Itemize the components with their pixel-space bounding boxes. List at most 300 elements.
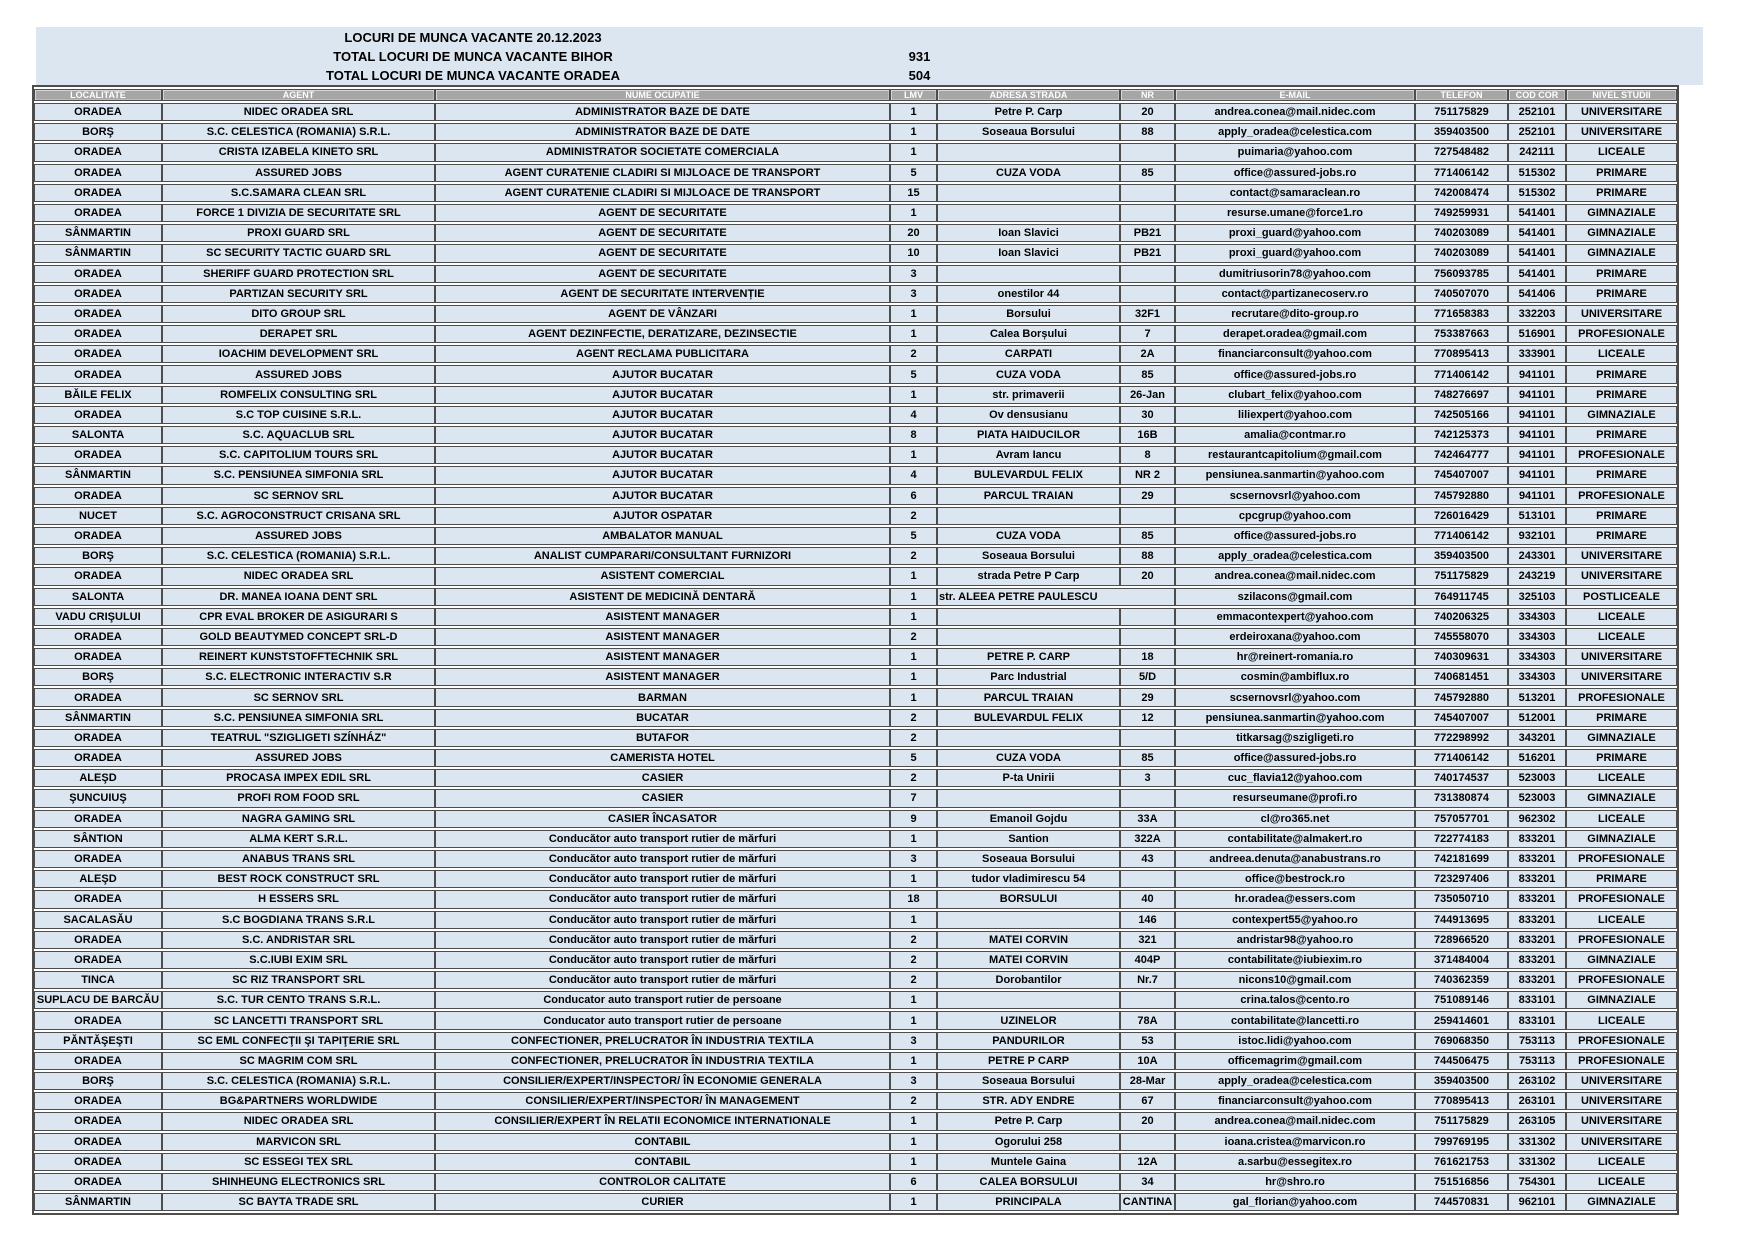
cell-cod-cor: 753113 [1508, 1052, 1566, 1070]
cell-telefon: 745407007 [1415, 466, 1508, 484]
cell-agent: SHERIFF GUARD PROTECTION SRL [162, 265, 435, 283]
cell-localitate: ORADEA [34, 951, 162, 969]
cell-localitate: BORŞ [34, 547, 162, 565]
cell-adresa-strada: CARPATI [937, 345, 1120, 363]
column-header-agent: AGENT [162, 89, 435, 101]
cell-nume-ocupatie: CONTABIL [435, 1133, 890, 1151]
cell-nr: PB21 [1120, 224, 1175, 242]
cell-agent: SC ESSEGI TEX SRL [162, 1153, 435, 1171]
cell-cod-cor: 932101 [1508, 527, 1566, 545]
report-title: LOCURI DE MUNCA VACANTE 20.12.2023 [344, 30, 602, 45]
vacancies-table [32, 85, 1679, 1215]
cell-adresa-strada [937, 911, 1120, 929]
cell-nume-ocupatie: Conducator auto transport rutier de persoane [435, 1011, 890, 1029]
cell-nume-ocupatie: ANALIST CUMPARARI/CONSULTANT FURNIZORI [435, 547, 890, 565]
cell-agent: SC SERNOV SRL [162, 487, 435, 505]
cell-agent: S.C. TUR CENTO TRANS S.R.L. [162, 991, 435, 1009]
cell-lmv: 1 [890, 123, 937, 141]
cell-telefon: 771658383 [1415, 305, 1508, 323]
cell-nivel-studii: PRIMARE [1566, 285, 1677, 303]
cell-lmv: 18 [890, 890, 937, 908]
cell-telefon: 723297406 [1415, 870, 1508, 888]
cell-localitate: ORADEA [34, 1173, 162, 1191]
cell-lmv: 1 [890, 1193, 937, 1211]
cell-nume-ocupatie: ASISTENT MANAGER [435, 668, 890, 686]
cell-cod-cor: 334303 [1508, 668, 1566, 686]
table-row [34, 285, 1677, 303]
cell-telefon: 742464777 [1415, 446, 1508, 464]
cell-agent: PROFI ROM FOOD SRL [162, 789, 435, 807]
cell-adresa-strada: Soseaua Borsului [937, 547, 1120, 565]
cell-cod-cor: 332203 [1508, 305, 1566, 323]
cell-localitate: ORADEA [34, 345, 162, 363]
table-row [34, 1011, 1677, 1029]
cell-nivel-studii: GIMNAZIALE [1566, 244, 1677, 262]
cell-lmv: 8 [890, 426, 937, 444]
cell-telefon: 742008474 [1415, 184, 1508, 202]
cell-lmv: 1 [890, 991, 937, 1009]
cell-telefon: 771406142 [1415, 365, 1508, 383]
cell-nivel-studii: GIMNAZIALE [1566, 406, 1677, 424]
total-bihor-label: TOTAL LOCURI DE MUNCA VACANTE BIHOR [333, 49, 613, 64]
table-row [34, 325, 1677, 343]
cell-telefon: 756093785 [1415, 265, 1508, 283]
cell-lmv: 1 [890, 668, 937, 686]
table-row [34, 729, 1677, 747]
cell-nr [1120, 204, 1175, 222]
cell-e-mail: cpcgrup@yahoo.com [1175, 507, 1415, 525]
total-oradea-value: 504 [908, 68, 931, 83]
cell-nume-ocupatie: Conducător auto transport rutier de mărfuri [435, 890, 890, 908]
cell-adresa-strada: PARCUL TRAIAN [937, 688, 1120, 706]
table-row [34, 688, 1677, 706]
cell-e-mail: apply_oradea@celestica.com [1175, 123, 1415, 141]
cell-localitate: NUCET [34, 507, 162, 525]
cell-lmv: 1 [890, 1133, 937, 1151]
cell-lmv: 2 [890, 1092, 937, 1110]
table-row [34, 870, 1677, 888]
cell-cod-cor: 833201 [1508, 830, 1566, 848]
cell-agent: SC SECURITY TACTIC GUARD SRL [162, 244, 435, 262]
cell-e-mail: restaurantcapitolium@gmail.com [1175, 446, 1415, 464]
cell-nivel-studii: PROFESIONALE [1566, 850, 1677, 868]
cell-lmv: 3 [890, 285, 937, 303]
cell-cod-cor: 541401 [1508, 265, 1566, 283]
cell-nume-ocupatie: AJUTOR BUCATAR [435, 426, 890, 444]
cell-e-mail: ioana.cristea@marvicon.ro [1175, 1133, 1415, 1151]
cell-cod-cor: 331302 [1508, 1153, 1566, 1171]
cell-cod-cor: 516901 [1508, 325, 1566, 343]
cell-localitate: SÂNMARTIN [34, 466, 162, 484]
cell-nume-ocupatie: AMBALATOR MANUAL [435, 527, 890, 545]
cell-nivel-studii: PROFESIONALE [1566, 325, 1677, 343]
table-row [34, 1173, 1677, 1191]
cell-nr: 146 [1120, 911, 1175, 929]
cell-nume-ocupatie: CURIER [435, 1193, 890, 1211]
cell-e-mail: emmacontexpert@yahoo.com [1175, 608, 1415, 626]
cell-cod-cor: 334303 [1508, 628, 1566, 646]
cell-localitate: ORADEA [34, 1153, 162, 1171]
table-body [34, 103, 1677, 1211]
cell-nr: 34 [1120, 1173, 1175, 1191]
cell-telefon: 751516856 [1415, 1173, 1508, 1191]
cell-nr: 28-Mar [1120, 1072, 1175, 1090]
cell-adresa-strada: PARCUL TRAIAN [937, 487, 1120, 505]
cell-nr: 2A [1120, 345, 1175, 363]
cell-telefon: 761621753 [1415, 1153, 1508, 1171]
cell-nivel-studii: LICEALE [1566, 911, 1677, 929]
cell-adresa-strada: PANDURILOR [937, 1032, 1120, 1050]
cell-telefon: 799769195 [1415, 1133, 1508, 1151]
cell-nivel-studii: PROFESIONALE [1566, 931, 1677, 949]
cell-e-mail: contabilitate@almakert.ro [1175, 830, 1415, 848]
cell-e-mail: puimaria@yahoo.com [1175, 143, 1415, 161]
cell-cod-cor: 833101 [1508, 991, 1566, 1009]
cell-agent: FORCE 1 DIVIZIA DE SECURITATE SRL [162, 204, 435, 222]
cell-localitate: ORADEA [34, 103, 162, 121]
table-row [34, 850, 1677, 868]
table-row [34, 608, 1677, 626]
cell-adresa-strada: BULEVARDUL FELIX [937, 709, 1120, 727]
cell-nume-ocupatie: Conducator auto transport rutier de persoane [435, 991, 890, 1009]
cell-localitate: ORADEA [34, 567, 162, 585]
cell-adresa-strada [937, 143, 1120, 161]
cell-localitate: SUPLACU DE BARCĂU [34, 991, 162, 1009]
cell-cod-cor: 515302 [1508, 164, 1566, 182]
cell-e-mail: contexpert55@yahoo.ro [1175, 911, 1415, 929]
cell-localitate: ORADEA [34, 1011, 162, 1029]
cell-nr [1120, 991, 1175, 1009]
cell-nr: 3 [1120, 769, 1175, 787]
table-row [34, 143, 1677, 161]
cell-nr: 85 [1120, 365, 1175, 383]
table-row [34, 406, 1677, 424]
cell-agent: IOACHIM DEVELOPMENT SRL [162, 345, 435, 363]
cell-nivel-studii: GIMNAZIALE [1566, 1193, 1677, 1211]
cell-localitate: ORADEA [34, 487, 162, 505]
cell-e-mail: pensiunea.sanmartin@yahoo.com [1175, 709, 1415, 727]
cell-agent: S.C. ELECTRONIC INTERACTIV S.R [162, 668, 435, 686]
cell-nume-ocupatie: AGENT DE SECURITATE [435, 244, 890, 262]
cell-e-mail: proxi_guard@yahoo.com [1175, 244, 1415, 262]
cell-cod-cor: 941101 [1508, 365, 1566, 383]
cell-adresa-strada: PETRE P. CARP [937, 648, 1120, 666]
cell-nume-ocupatie: Conducător auto transport rutier de mărfuri [435, 951, 890, 969]
cell-localitate: ORADEA [34, 446, 162, 464]
cell-localitate: SÂNMARTIN [34, 224, 162, 242]
cell-nivel-studii: UNIVERSITARE [1566, 668, 1677, 686]
cell-cod-cor: 325103 [1508, 588, 1566, 606]
cell-nivel-studii: UNIVERSITARE [1566, 103, 1677, 121]
cell-nr: 404P [1120, 951, 1175, 969]
cell-e-mail: hr@reinert-romania.ro [1175, 648, 1415, 666]
table-row [34, 184, 1677, 202]
cell-telefon: 740206325 [1415, 608, 1508, 626]
cell-nr: 20 [1120, 567, 1175, 585]
total-oradea-label: TOTAL LOCURI DE MUNCA VACANTE ORADEA [326, 68, 620, 83]
cell-lmv: 3 [890, 850, 937, 868]
cell-adresa-strada: CALEA BORSULUI [937, 1173, 1120, 1191]
column-header-cod-cor: COD COR [1508, 89, 1566, 101]
column-header-telefon: TELEFON [1415, 89, 1508, 101]
cell-agent: BG&PARTNERS WORLDWIDE [162, 1092, 435, 1110]
cell-cod-cor: 941101 [1508, 446, 1566, 464]
cell-localitate: ORADEA [34, 204, 162, 222]
cell-e-mail: titkarsag@szigligeti.ro [1175, 729, 1415, 747]
cell-nume-ocupatie: AJUTOR BUCATAR [435, 386, 890, 404]
cell-nr [1120, 265, 1175, 283]
cell-nivel-studii: PROFESIONALE [1566, 487, 1677, 505]
cell-adresa-strada: Dorobantilor [937, 971, 1120, 989]
cell-nivel-studii: PROFESIONALE [1566, 971, 1677, 989]
cell-nume-ocupatie: AJUTOR OSPATAR [435, 507, 890, 525]
cell-lmv: 1 [890, 143, 937, 161]
cell-agent: NIDEC ORADEA SRL [162, 567, 435, 585]
cell-localitate: VADU CRIŞULUI [34, 608, 162, 626]
table-row [34, 890, 1677, 908]
cell-nume-ocupatie: AGENT CURATENIE CLADIRI SI MIJLOACE DE TRANSPORT [435, 164, 890, 182]
cell-telefon: 748276697 [1415, 386, 1508, 404]
cell-localitate: ORADEA [34, 406, 162, 424]
cell-cod-cor: 263102 [1508, 1072, 1566, 1090]
cell-telefon: 769068350 [1415, 1032, 1508, 1050]
report-title-line [36, 28, 910, 47]
cell-telefon: 259414601 [1415, 1011, 1508, 1029]
cell-nr [1120, 285, 1175, 303]
cell-nume-ocupatie: ADMINISTRATOR BAZE DE DATE [435, 123, 890, 141]
cell-agent: CPR EVAL BROKER DE ASIGURARI S [162, 608, 435, 626]
cell-nume-ocupatie: AGENT DE SECURITATE [435, 224, 890, 242]
cell-nr [1120, 628, 1175, 646]
cell-cod-cor: 962101 [1508, 1193, 1566, 1211]
cell-localitate: ORADEA [34, 931, 162, 949]
cell-adresa-strada: CUZA VODA [937, 527, 1120, 545]
cell-e-mail: hr@shro.ro [1175, 1173, 1415, 1191]
cell-localitate: SÂNTION [34, 830, 162, 848]
cell-lmv: 5 [890, 365, 937, 383]
column-header-nr: NR [1120, 89, 1175, 101]
cell-lmv: 2 [890, 507, 937, 525]
cell-lmv: 2 [890, 547, 937, 565]
cell-nume-ocupatie: CONSILIER/EXPERT/INSPECTOR/ ÎN MANAGEMENT [435, 1092, 890, 1110]
cell-telefon: 770895413 [1415, 345, 1508, 363]
cell-e-mail: contabilitate@lancetti.ro [1175, 1011, 1415, 1029]
cell-e-mail: derapet.oradea@gmail.com [1175, 325, 1415, 343]
cell-localitate: ORADEA [34, 648, 162, 666]
cell-nivel-studii: PROFESIONALE [1566, 1032, 1677, 1050]
cell-cod-cor: 754301 [1508, 1173, 1566, 1191]
cell-e-mail: amalia@contmar.ro [1175, 426, 1415, 444]
cell-nivel-studii: GIMNAZIALE [1566, 224, 1677, 242]
cell-e-mail: andrea.conea@mail.nidec.com [1175, 567, 1415, 585]
cell-localitate: ORADEA [34, 1052, 162, 1070]
cell-localitate: BORŞ [34, 668, 162, 686]
cell-lmv: 2 [890, 971, 937, 989]
cell-cod-cor: 523003 [1508, 769, 1566, 787]
cell-e-mail: office@assured-jobs.ro [1175, 164, 1415, 182]
cell-e-mail: office@assured-jobs.ro [1175, 749, 1415, 767]
cell-telefon: 722774183 [1415, 830, 1508, 848]
cell-lmv: 1 [890, 1052, 937, 1070]
cell-cod-cor: 541401 [1508, 204, 1566, 222]
cell-nr: Nr.7 [1120, 971, 1175, 989]
table-row [34, 305, 1677, 323]
cell-nume-ocupatie: AJUTOR BUCATAR [435, 365, 890, 383]
cell-agent: S.C. AQUACLUB SRL [162, 426, 435, 444]
cell-telefon: 740203089 [1415, 244, 1508, 262]
cell-adresa-strada: UZINELOR [937, 1011, 1120, 1029]
cell-telefon: 371484004 [1415, 951, 1508, 969]
cell-adresa-strada: P-ta Unirii [937, 769, 1120, 787]
cell-nivel-studii: PROFESIONALE [1566, 1052, 1677, 1070]
cell-nivel-studii: PRIMARE [1566, 184, 1677, 202]
cell-localitate: ORADEA [34, 810, 162, 828]
cell-e-mail: szilacons@gmail.com [1175, 588, 1415, 606]
cell-adresa-strada [937, 184, 1120, 202]
cell-nume-ocupatie: ASISTENT MANAGER [435, 628, 890, 646]
cell-localitate: SÂNMARTIN [34, 244, 162, 262]
cell-cod-cor: 263105 [1508, 1112, 1566, 1130]
cell-agent: ANABUS TRANS SRL [162, 850, 435, 868]
cell-nr: 321 [1120, 931, 1175, 949]
cell-cod-cor: 941101 [1508, 426, 1566, 444]
cell-agent: REINERT KUNSTSTOFFTECHNIK SRL [162, 648, 435, 666]
cell-nr [1120, 1133, 1175, 1151]
cell-cod-cor: 243219 [1508, 567, 1566, 585]
table-header [34, 89, 1677, 101]
cell-localitate: ORADEA [34, 325, 162, 343]
cell-telefon: 744506475 [1415, 1052, 1508, 1070]
cell-adresa-strada: Soseaua Borsului [937, 1072, 1120, 1090]
cell-telefon: 753387663 [1415, 325, 1508, 343]
cell-e-mail: resurse.umane@force1.ro [1175, 204, 1415, 222]
cell-adresa-strada: Ioan Slavici [937, 224, 1120, 242]
cell-adresa-strada [937, 628, 1120, 646]
cell-nivel-studii: LICEALE [1566, 608, 1677, 626]
cell-agent: ASSURED JOBS [162, 749, 435, 767]
cell-nr: 30 [1120, 406, 1175, 424]
cell-e-mail: pensiunea.sanmartin@yahoo.com [1175, 466, 1415, 484]
cell-adresa-strada: Ov densusianu [937, 406, 1120, 424]
cell-localitate: ORADEA [34, 1112, 162, 1130]
cell-nr: 43 [1120, 850, 1175, 868]
cell-agent: CRISTA IZABELA KINETO SRL [162, 143, 435, 161]
cell-localitate: SALONTA [34, 426, 162, 444]
cell-agent: SC RIZ TRANSPORT SRL [162, 971, 435, 989]
cell-telefon: 745792880 [1415, 487, 1508, 505]
cell-agent: S.C. ANDRISTAR SRL [162, 931, 435, 949]
cell-nivel-studii: GIMNAZIALE [1566, 789, 1677, 807]
cell-localitate: ORADEA [34, 688, 162, 706]
cell-telefon: 731380874 [1415, 789, 1508, 807]
cell-telefon: 359403500 [1415, 547, 1508, 565]
cell-nr [1120, 729, 1175, 747]
cell-lmv: 1 [890, 103, 937, 121]
cell-agent: MARVICON SRL [162, 1133, 435, 1151]
cell-adresa-strada: Ioan Slavici [937, 244, 1120, 262]
cell-agent: NAGRA GAMING SRL [162, 810, 435, 828]
cell-localitate: ORADEA [34, 628, 162, 646]
cell-telefon: 744570831 [1415, 1193, 1508, 1211]
cell-nume-ocupatie: CONTROLOR CALITATE [435, 1173, 890, 1191]
table-row [34, 709, 1677, 727]
cell-lmv: 1 [890, 648, 937, 666]
cell-cod-cor: 753113 [1508, 1032, 1566, 1050]
cell-lmv: 5 [890, 527, 937, 545]
cell-nr: 26-Jan [1120, 386, 1175, 404]
cell-localitate: ORADEA [34, 729, 162, 747]
table-row [34, 426, 1677, 444]
table-row [34, 810, 1677, 828]
cell-cod-cor: 242111 [1508, 143, 1566, 161]
cell-telefon: 742181699 [1415, 850, 1508, 868]
cell-cod-cor: 833201 [1508, 911, 1566, 929]
cell-nivel-studii: PRIMARE [1566, 749, 1677, 767]
cell-nume-ocupatie: CASIER [435, 789, 890, 807]
cell-nivel-studii: UNIVERSITARE [1566, 547, 1677, 565]
cell-e-mail: hr.oradea@essers.com [1175, 890, 1415, 908]
cell-cod-cor: 833201 [1508, 890, 1566, 908]
table-row [34, 365, 1677, 383]
cell-e-mail: office@bestrock.ro [1175, 870, 1415, 888]
cell-adresa-strada: MATEI CORVIN [937, 931, 1120, 949]
cell-lmv: 2 [890, 729, 937, 747]
cell-nr: 5/D [1120, 668, 1175, 686]
cell-lmv: 4 [890, 406, 937, 424]
cell-cod-cor: 541401 [1508, 224, 1566, 242]
cell-agent: DR. MANEA IOANA DENT SRL [162, 588, 435, 606]
cell-nr: 88 [1120, 123, 1175, 141]
cell-telefon: 771406142 [1415, 749, 1508, 767]
cell-lmv: 1 [890, 911, 937, 929]
cell-nume-ocupatie: CONTABIL [435, 1153, 890, 1171]
cell-agent: S.C. PENSIUNEA SIMFONIA SRL [162, 709, 435, 727]
cell-lmv: 15 [890, 184, 937, 202]
cell-cod-cor: 331302 [1508, 1133, 1566, 1151]
table-row [34, 628, 1677, 646]
cell-agent: S.C. CAPITOLIUM TOURS SRL [162, 446, 435, 464]
cell-cod-cor: 513101 [1508, 507, 1566, 525]
cell-nr: 33A [1120, 810, 1175, 828]
cell-nume-ocupatie: AJUTOR BUCATAR [435, 446, 890, 464]
cell-nume-ocupatie: AGENT DE VÂNZARI [435, 305, 890, 323]
cell-e-mail: contact@samaraclean.ro [1175, 184, 1415, 202]
cell-lmv: 1 [890, 325, 937, 343]
cell-agent: GOLD BEAUTYMED CONCEPT SRL-D [162, 628, 435, 646]
cell-telefon: 771406142 [1415, 527, 1508, 545]
cell-nivel-studii: UNIVERSITARE [1566, 1072, 1677, 1090]
cell-localitate: PĂNTĂŞEŞTI [34, 1032, 162, 1050]
cell-cod-cor: 334303 [1508, 608, 1566, 626]
table-row [34, 1193, 1677, 1211]
cell-lmv: 3 [890, 265, 937, 283]
cell-nivel-studii: POSTLICEALE [1566, 588, 1677, 606]
cell-adresa-strada: Parc Industrial [937, 668, 1120, 686]
cell-e-mail: proxi_guard@yahoo.com [1175, 224, 1415, 242]
cell-nivel-studii: GIMNAZIALE [1566, 991, 1677, 1009]
cell-lmv: 1 [890, 830, 937, 848]
cell-nivel-studii: PRIMARE [1566, 709, 1677, 727]
cell-adresa-strada: PRINCIPALA [937, 1193, 1120, 1211]
cell-cod-cor: 516201 [1508, 749, 1566, 767]
table-row [34, 668, 1677, 686]
cell-nr: 12 [1120, 709, 1175, 727]
report-header [36, 27, 1703, 85]
cell-nr: 88 [1120, 547, 1175, 565]
table-row [34, 103, 1677, 121]
cell-nr [1120, 184, 1175, 202]
cell-nivel-studii: UNIVERSITARE [1566, 648, 1677, 666]
